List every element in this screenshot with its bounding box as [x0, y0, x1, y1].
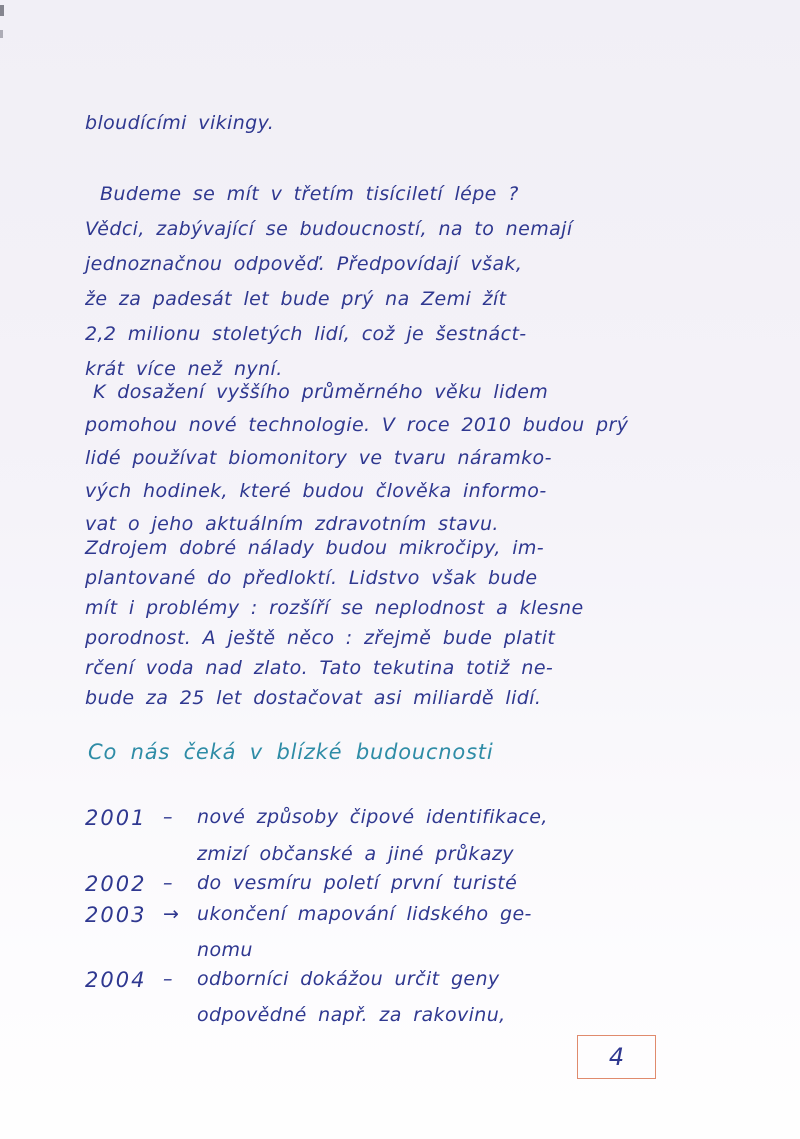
- handwritten-line: K dosažení vyššího průměrného věku lidem: [93, 381, 549, 403]
- timeline-year: 2001: [85, 806, 147, 830]
- timeline-year: 2002: [85, 872, 147, 896]
- timeline-row-2002: [85, 872, 517, 896]
- timeline-text: odborníci dokážou určit geny: [197, 968, 500, 990]
- handwritten-line: plantované do předloktí. Lidstvo však bude: [85, 567, 538, 589]
- timeline-text-continued: odpovědné např. za rakovinu,: [197, 1004, 506, 1026]
- handwritten-line: vat o jeho aktuálním zdravotním stavu.: [85, 513, 499, 535]
- paragraph-1: [85, 177, 573, 387]
- timeline-text-continued: nomu: [197, 939, 253, 961]
- page-number-box: [577, 1035, 656, 1079]
- page-number: 4: [608, 1043, 625, 1071]
- timeline-text: nové způsoby čipové identifikace,: [197, 806, 548, 828]
- timeline-row-2001: [85, 806, 548, 830]
- dash-marker: –: [163, 806, 173, 828]
- timeline-text: do vesmíru poletí první turisté: [197, 872, 518, 894]
- handwritten-line: krát více než nyní.: [85, 358, 283, 380]
- timeline-row-2003: [85, 903, 532, 927]
- timeline-year: 2003: [85, 903, 147, 927]
- handwritten-line: bude za 25 let dostačovat asi miliardě lidí.: [85, 687, 542, 709]
- opening-line: bloudícími vikingy.: [85, 112, 275, 134]
- handwritten-line: Budeme se mít v třetím tisíciletí lépe ?: [100, 183, 519, 205]
- dash-marker: –: [163, 872, 173, 894]
- timeline-text-continued: zmizí občanské a jiné průkazy: [197, 843, 514, 865]
- handwritten-line: vých hodinek, které budou člověka informo-: [85, 480, 547, 502]
- handwritten-line: lidé používat biomonitory ve tvaru náramko-: [85, 447, 552, 469]
- section-heading: Co nás čeká v blízké budoucnosti: [88, 740, 494, 764]
- timeline-year: 2004: [85, 968, 147, 992]
- scan-artifact-speck: [0, 30, 3, 38]
- paragraph-2: [85, 376, 628, 541]
- scan-artifact-speck: [0, 5, 4, 16]
- handwritten-line: jednoznačnou odpověď. Předpovídají však,: [85, 253, 523, 275]
- handwritten-line: že za padesát let bude prý na Zemi žít: [85, 288, 507, 310]
- handwritten-line: pomohou nové technologie. V roce 2010 budou prý: [85, 414, 629, 436]
- paragraph-3: [85, 533, 584, 713]
- timeline-text: ukončení mapování lidského ge-: [197, 903, 532, 925]
- handwritten-line: rčení voda nad zlato. Tato tekutina totiž ne-: [85, 657, 554, 679]
- handwritten-line: Vědci, zabývající se budoucností, na to nemají: [85, 218, 573, 240]
- handwritten-line: 2,2 milionu stoletých lidí, což je šestnáct-: [85, 323, 527, 345]
- arrow-marker: →: [163, 903, 180, 925]
- timeline-row-2004: [85, 968, 500, 992]
- handwritten-line: mít i problémy : rozšíří se neplodnost a klesne: [85, 597, 584, 619]
- handwritten-line: Zdrojem dobré nálady budou mikročipy, im-: [85, 537, 545, 559]
- handwritten-line: porodnost. A ještě něco : zřejmě bude platit: [85, 627, 556, 649]
- dash-marker: –: [163, 968, 173, 990]
